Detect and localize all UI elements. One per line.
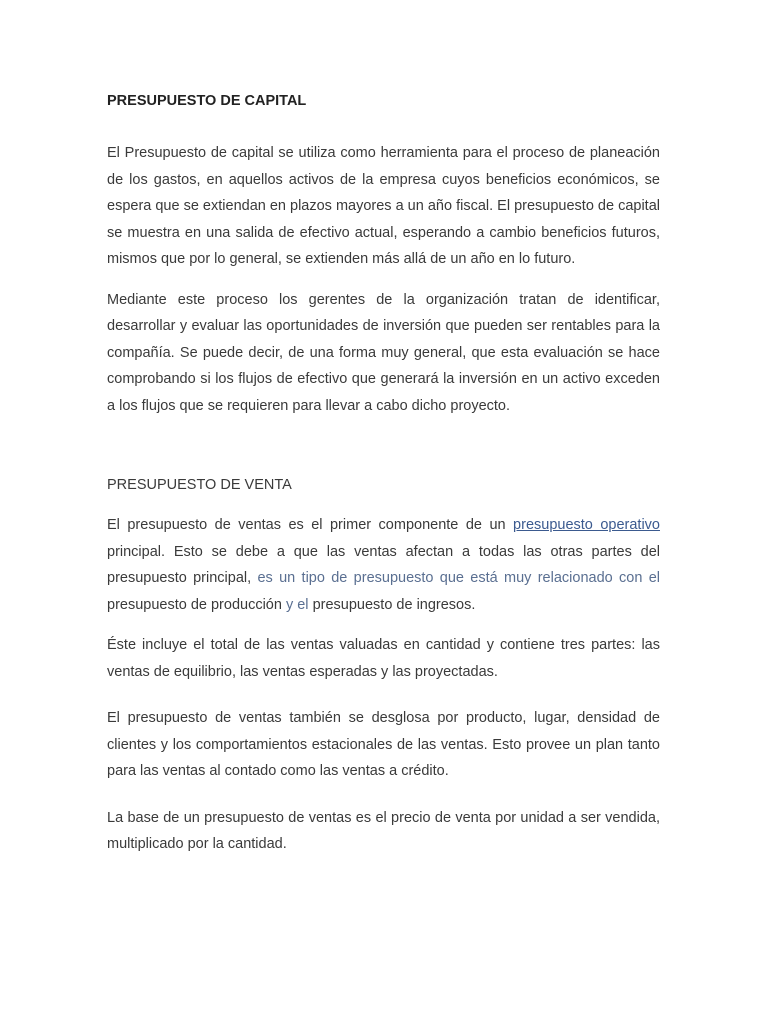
paragraph-capital-2: Mediante este proceso los gerentes de la organización tratan de identificar, desarrollar y evaluar las oportunidades de inversión que pueden ser rentables para la compañía. Se puede decir, de una forma muy general, que esta evaluación se hace comprobando si los flujos de efectivo que generará la inversión en un activo exceden a los flujos que se requieren para llevar a cabo dicho proyecto. <box>107 291 660 414</box>
paragraph-venta-1-text-e: y el <box>285 596 309 613</box>
paragraph-venta-1 <box>107 512 660 618</box>
paragraph-venta-1-text-f: presupuesto de ingresos. <box>308 596 476 613</box>
paragraph-venta-1-text-b: principal. Esto se debe a que las ventas afectan a todas las otras partes del presupuesto principal, <box>107 543 660 586</box>
section-title-capital: PRESUPUESTO DE CAPITAL <box>107 93 307 109</box>
paragraph-venta-3: El presupuesto de ventas también se desglosa por producto, lugar, densidad de clientes y los comportamientos estacionales de las ventas. Esto provee un plan tanto para las ventas al contado como las ventas a crédito. <box>107 710 660 779</box>
paragraph-venta-2: Éste incluye el total de las ventas valuadas en cantidad y contiene tres partes: las ventas de equilibrio, las ventas esperadas y las proyectadas. <box>107 637 660 680</box>
link-presupuesto-operativo[interactable]: presupuesto operativo <box>513 517 660 533</box>
document-page <box>107 88 660 858</box>
paragraph-venta-1-text-c: es un tipo de presupuesto que está muy relacionado con el <box>257 570 660 586</box>
section-title-venta: PRESUPUESTO DE VENTA <box>107 477 292 493</box>
paragraph-venta-4: La base de un presupuesto de ventas es el precio de venta por unidad a ser vendida, multiplicado por la cantidad. <box>107 809 660 852</box>
paragraph-venta-1-text-d: presupuesto de producción <box>107 596 286 613</box>
paragraph-venta-1-text-a: El presupuesto de ventas es el primer componente de un <box>107 517 514 533</box>
paragraph-capital-1: El Presupuesto de capital se utiliza como herramienta para el proceso de planeación de los gastos, en aquellos activos de la empresa cuyos beneficios económicos, se espera que se extiendan en plazos mayores a un año fiscal. El presupuesto de capital se muestra en una salida de efectivo actual, esperando a cambio beneficios futuros, mismos que por lo general, se extienden más allá de un año en lo futuro. <box>107 145 660 267</box>
